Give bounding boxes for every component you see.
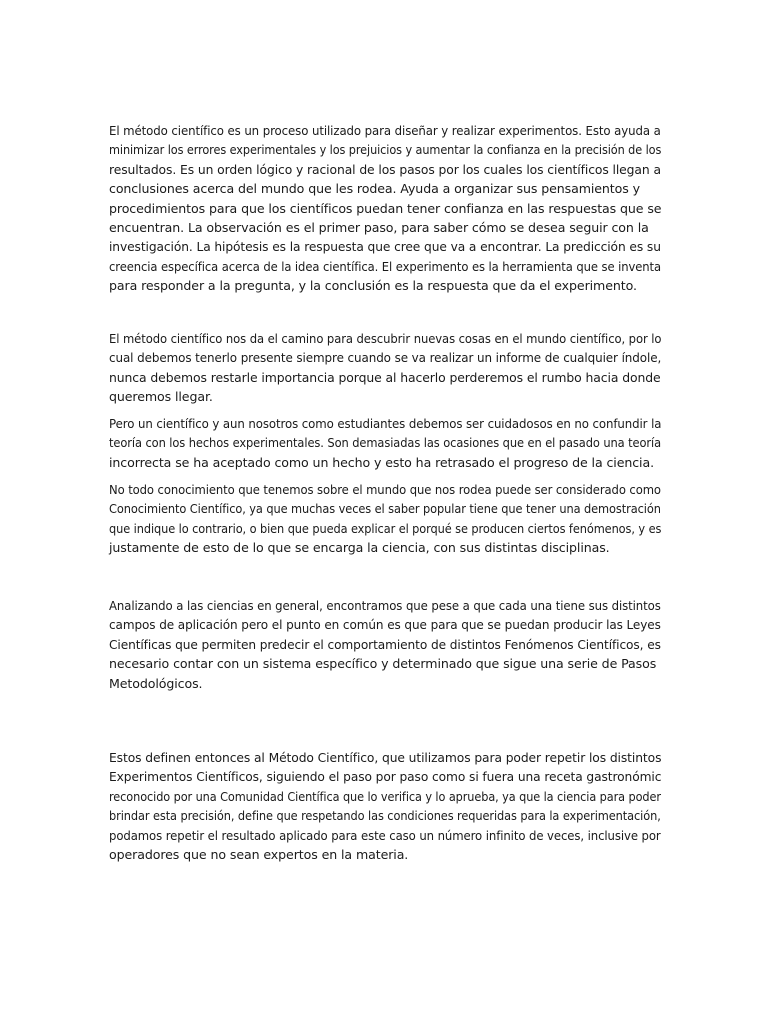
text-line: procedimientos para que los científicos puedan tener confianza en las respuestas que se [109, 200, 662, 216]
text-line: queremos llegar. [109, 389, 213, 405]
text-line: creencia específica acerca de la idea científica. El experimento es la herramienta que se inventa [109, 258, 661, 274]
text-line: El método científico nos da el camino para descubrir nuevas cosas en el mundo científico, por lo [109, 331, 662, 346]
text-line: El método científico es un proceso utilizado para diseñar y realizar experimentos. Esto ayuda a [109, 123, 661, 138]
text-line: Estos definen entonces al Método Científico, que utilizamos para poder repetir los distintos [109, 750, 662, 765]
text-line: encuentran. La observación es el primer paso, para saber cómo se desea seguir con la [109, 220, 649, 236]
text-line: para responder a la pregunta, y la conclusión es la respuesta que da el experimento. [109, 278, 637, 294]
paragraph-scientific-knowledge [109, 480, 661, 558]
text-line: operadores que no sean expertos en la materia. [109, 847, 409, 863]
text-line: necesario contar con un sistema específico y determinado que sigue una serie de Pasos [109, 656, 657, 672]
text-line: No todo conocimiento que tenemos sobre el mundo que nos rodea puede ser considerado como [109, 482, 661, 497]
text-line: teoría con los hechos experimentales. Son demasiadas las ocasiones que en el pasado una teoría [109, 435, 662, 451]
text-line: Científicas que permiten predecir el comportamiento de distintos Fenómenos Científicos, es [109, 636, 661, 652]
text-line: que indique lo contrario, o bien que pueda explicar el porqué se producen ciertos fenómenos, y es [109, 520, 662, 536]
text-line: investigación. La hipótesis es la respuesta que cree que va a encontrar. La predicción es su [109, 239, 661, 255]
text-line: cual debemos tenerlo presente siempre cuando se va realizar un informe de cualquier índole, [109, 350, 662, 366]
text-line: Conocimiento Científico, ya que muchas veces el saber popular tiene que tener una demostración [109, 501, 661, 517]
text-line: campos de aplicación pero el punto en común es que para que se puedan producir las Leyes [109, 617, 661, 633]
paragraph-method-definition [109, 748, 661, 864]
text-line: minimizar los errores experimentales y los prejuicios y aumentar la confianza en la precisión de los [109, 142, 662, 158]
paragraph-discovery-path [109, 329, 661, 407]
text-line: incorrecta se ha aceptado como un hecho y esto ha retrasado el progreso de la ciencia. [109, 454, 654, 470]
paragraph-sciences-analysis [109, 596, 661, 693]
text-line: nunca debemos restarle importancia porque al hacerlo perderemos el rumbo hacia donde [109, 369, 661, 385]
text-line: Pero un científico y aun nosotros como estudiantes debemos ser cuidadosos en no confundir la [109, 416, 662, 431]
text-line: Metodológicos. [109, 675, 203, 691]
text-line: brindar esta precisión, define que respetando las condiciones requeridas para la experimentación, [109, 808, 661, 824]
paragraph-theory-vs-facts [109, 414, 661, 472]
text-line: justamente de esto de lo que se encarga la ciencia, con sus distintas disciplinas. [109, 540, 610, 556]
text-line: Analizando a las ciencias en general, encontramos que pese a que cada una tiene sus distintos [109, 598, 661, 613]
paragraph-scientific-method-definition [109, 121, 661, 296]
text-line: reconocido por una Comunidad Científica que lo verifica y lo aprueba, ya que la ciencia para poder [109, 788, 661, 804]
text-line: podamos repetir el resultado aplicado para este caso un número infinito de veces, inclusive por [109, 827, 661, 843]
text-line: Experimentos Científicos, siguiendo el paso por paso como si fuera una receta gastronómic [109, 769, 662, 785]
text-line: resultados. Es un orden lógico y racional de los pasos por los cuales los científicos llegan a [109, 161, 661, 177]
text-line: conclusiones acerca del mundo que les rodea. Ayuda a organizar sus pensamientos y [109, 181, 640, 197]
